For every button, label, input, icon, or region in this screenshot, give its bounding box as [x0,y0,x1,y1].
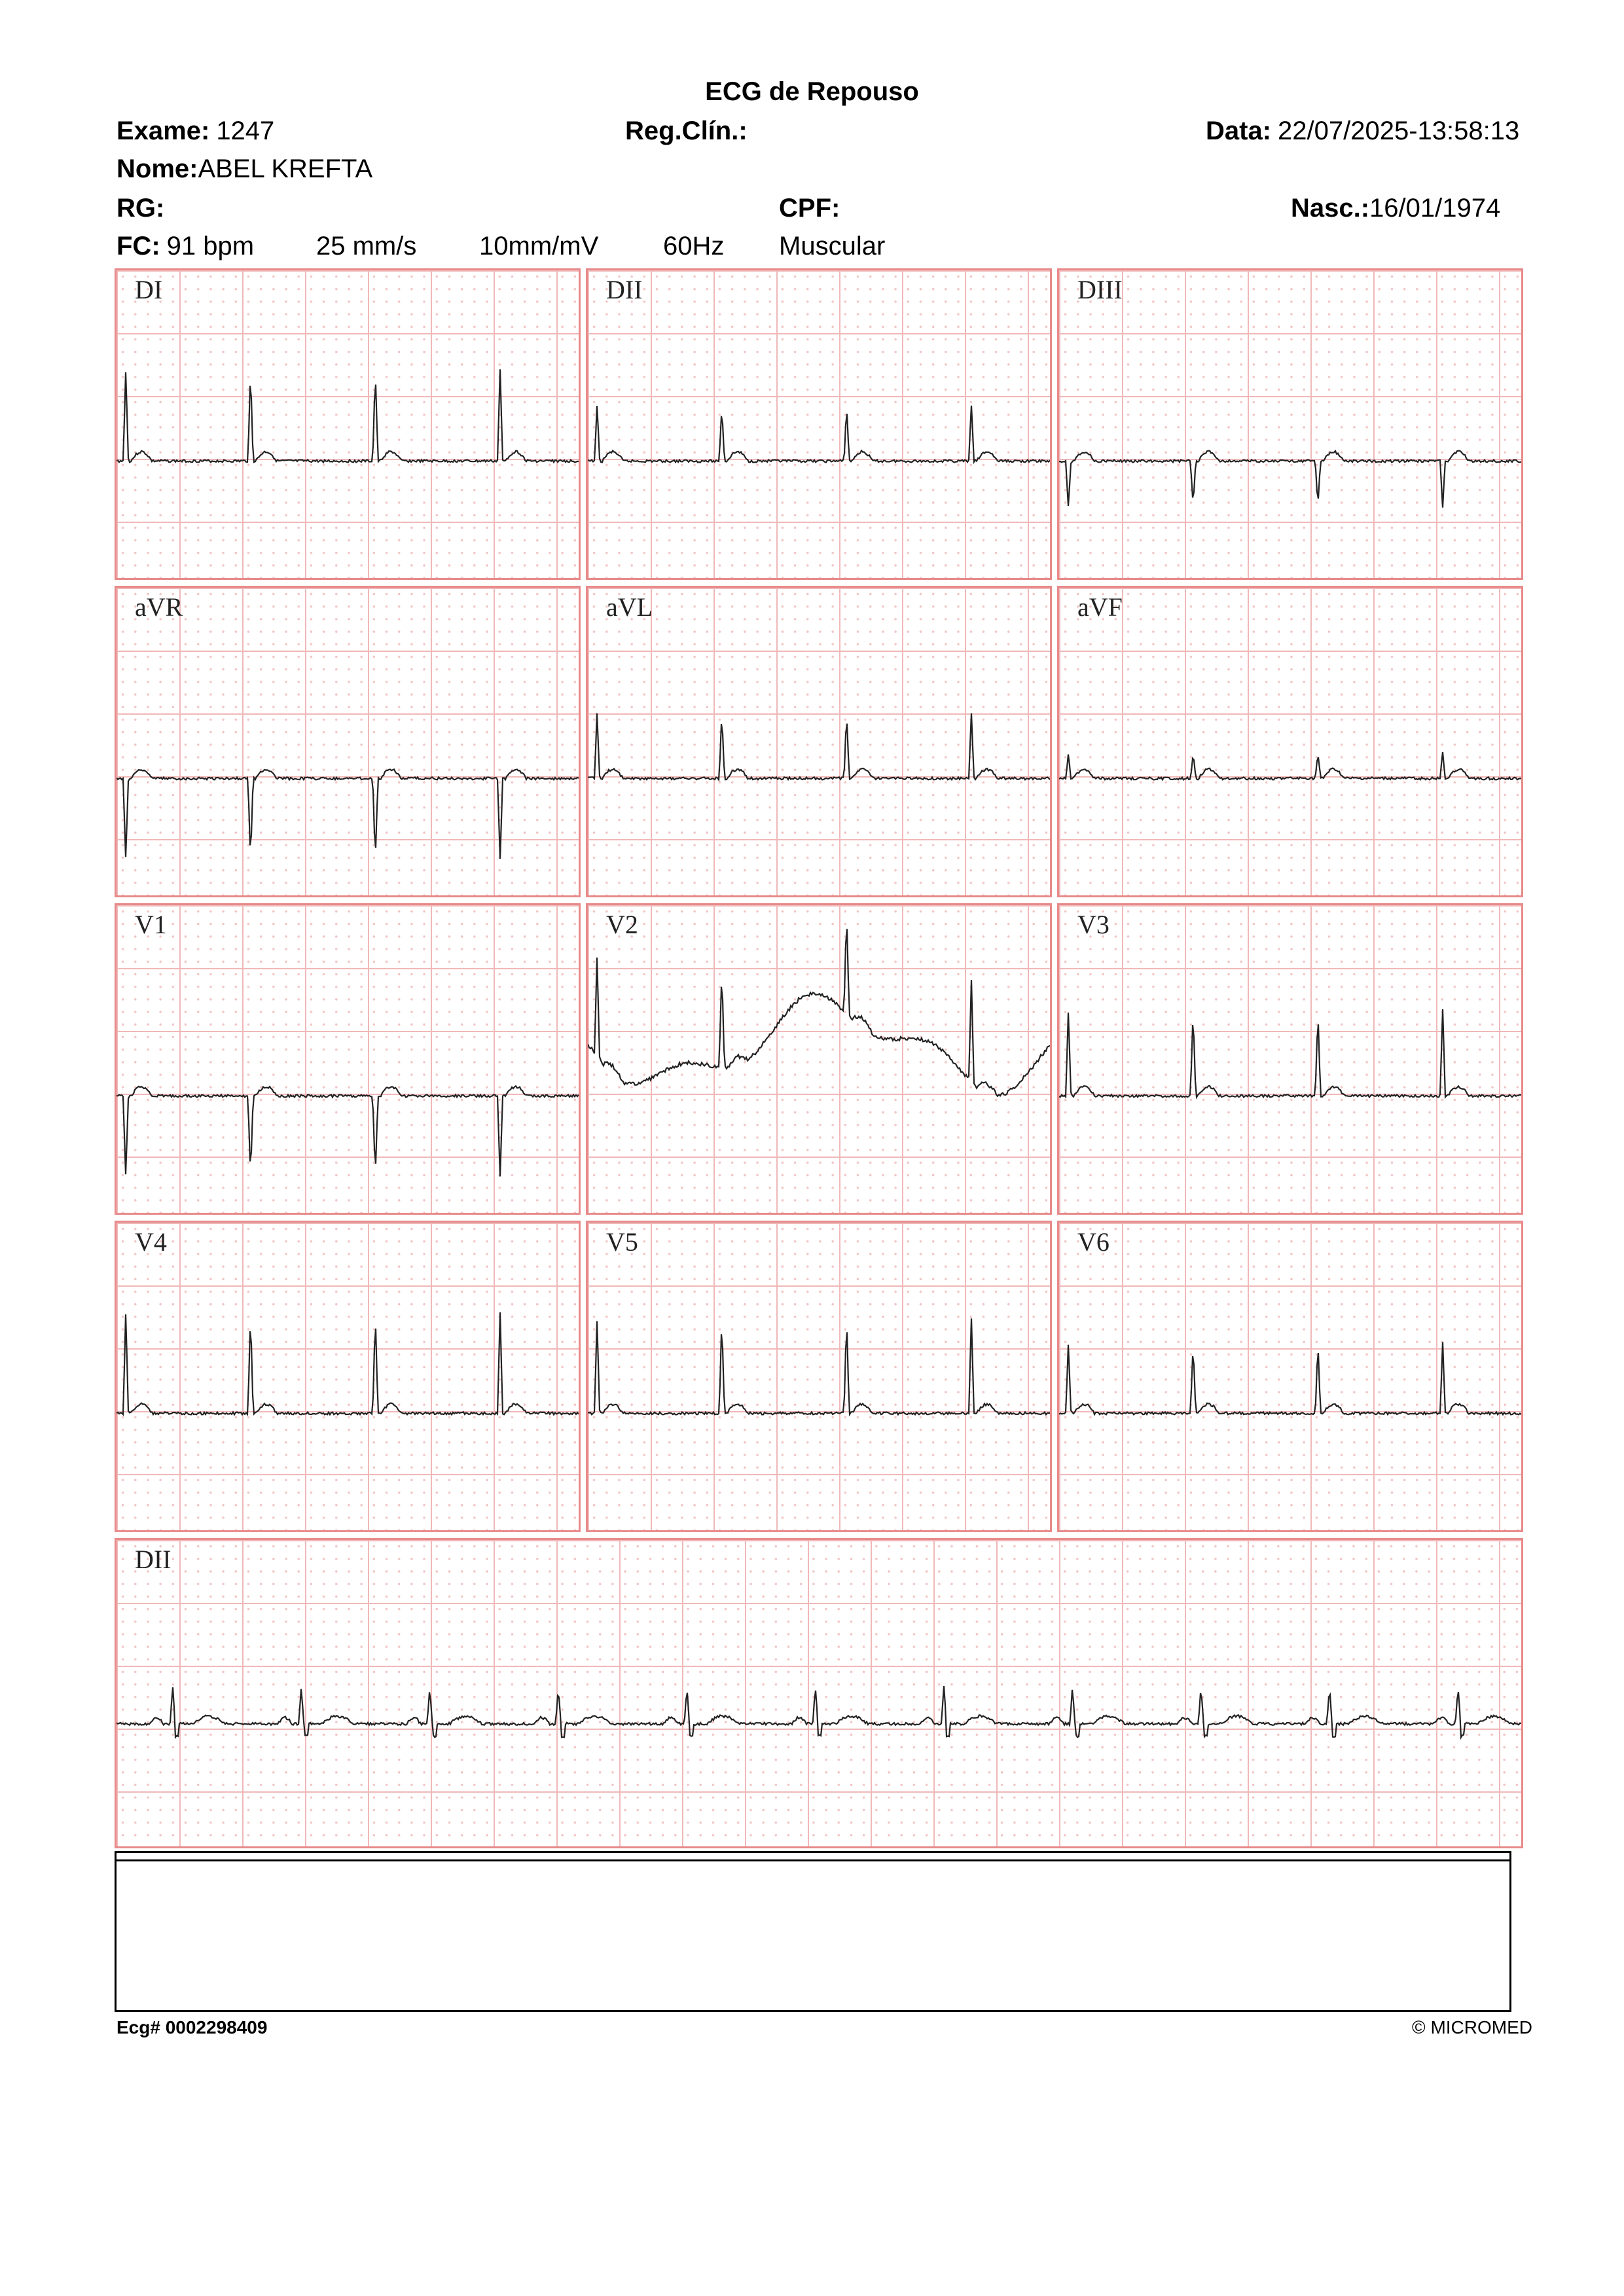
speed-value: 25 mm/s [316,232,417,260]
filter-type-value: Muscular [779,232,886,260]
lead-panel-di [115,268,581,580]
hr-label: FC: [117,232,160,260]
lead-label-v4: V4 [135,1227,167,1257]
lead-label-avf: aVF [1077,592,1123,622]
date-value: 22/07/2025-13:58:13 [1278,117,1520,145]
lead-waveform [117,369,579,462]
lead-waveform [117,769,579,859]
lead-panel-dii [586,268,1052,580]
date-label: Data: [1206,117,1272,145]
name-field [117,154,372,184]
lead-label-v6: V6 [1077,1227,1110,1257]
lead-trace-avr [117,588,579,895]
lead-panel-avr [115,586,581,897]
lead-panel-v6 [1057,1221,1523,1532]
lead-waveform [588,406,1050,463]
lead-trace-avf [1059,588,1521,895]
date-field [1206,117,1519,146]
report-title: ECG de Repouso [705,77,919,106]
rhythm-strip-panel [115,1538,1523,1848]
lead-panel-v4 [115,1221,581,1532]
lead-panel-avf [1057,586,1523,897]
rg-label: RG: [117,194,165,223]
lead-label-avl: aVL [606,592,653,622]
lead-trace-avl [588,588,1050,895]
lead-trace-v5 [588,1223,1050,1530]
hr-value: 91 bpm [166,232,255,260]
lead-trace-diii [1059,270,1521,578]
lead-panel-v2 [586,903,1052,1215]
copyright: © MICROMED [1412,2017,1532,2037]
lead-label-avr: aVR [135,592,183,622]
ecg-number: Ecg# 0002298409 [117,2017,268,2037]
exam-value: 1247 [216,117,275,145]
lead-label-v1: V1 [135,910,167,939]
lead-waveform [1059,1342,1521,1415]
name-value: ABEL KREFTA [198,154,373,183]
lead-panel-v5 [586,1221,1052,1532]
lead-waveform [588,1318,1050,1414]
gain-value: 10mm/mV [479,232,599,260]
lead-trace-v1 [117,905,579,1213]
lead-waveform [1059,752,1521,780]
rhythm-waveform [117,1686,1521,1738]
birth-value: 16/01/1974 [1369,194,1501,223]
name-label: Nome: [117,154,198,183]
lead-label-v3: V3 [1077,910,1110,939]
report-notes-box [115,1851,1511,2012]
lead-panel-avl [586,586,1052,897]
lead-panel-diii [1057,268,1523,580]
rg-field [117,194,171,223]
hr-field [117,232,254,261]
lead-waveform [1059,451,1521,508]
birth-label: Nasc.: [1291,194,1370,223]
lead-waveform [117,1312,579,1414]
lead-trace-v6 [1059,1223,1521,1530]
lead-label-v2: V2 [606,910,638,939]
cpf-label: CPF: [779,194,840,223]
regclin-field [625,117,754,146]
lead-trace-di [117,270,579,578]
rhythm-strip-label: DII [135,1545,171,1574]
lead-trace-dii [588,270,1050,578]
cpf-field [779,194,846,223]
filter-hz-value: 60Hz [663,232,725,260]
lead-label-dii: DII [606,275,643,304]
lead-trace-v4 [117,1223,579,1530]
exam-label: Exame: [117,117,210,145]
regclin-label: Reg.Clín.: [625,117,748,145]
lead-trace-v2 [588,905,1050,1213]
lead-waveform [117,1086,579,1176]
exam-field [117,117,274,146]
birth-field [1291,194,1500,223]
rhythm-strip-trace [117,1540,1521,1846]
lead-label-di: DI [135,275,163,304]
lead-panel-v3 [1057,903,1523,1215]
lead-panel-v1 [115,903,581,1215]
lead-label-v5: V5 [606,1227,638,1257]
lead-waveform [588,713,1050,780]
lead-label-diii: DIII [1077,275,1123,304]
lead-waveform [1059,1009,1521,1098]
lead-waveform [588,929,1050,1096]
lead-trace-v3 [1059,905,1521,1213]
